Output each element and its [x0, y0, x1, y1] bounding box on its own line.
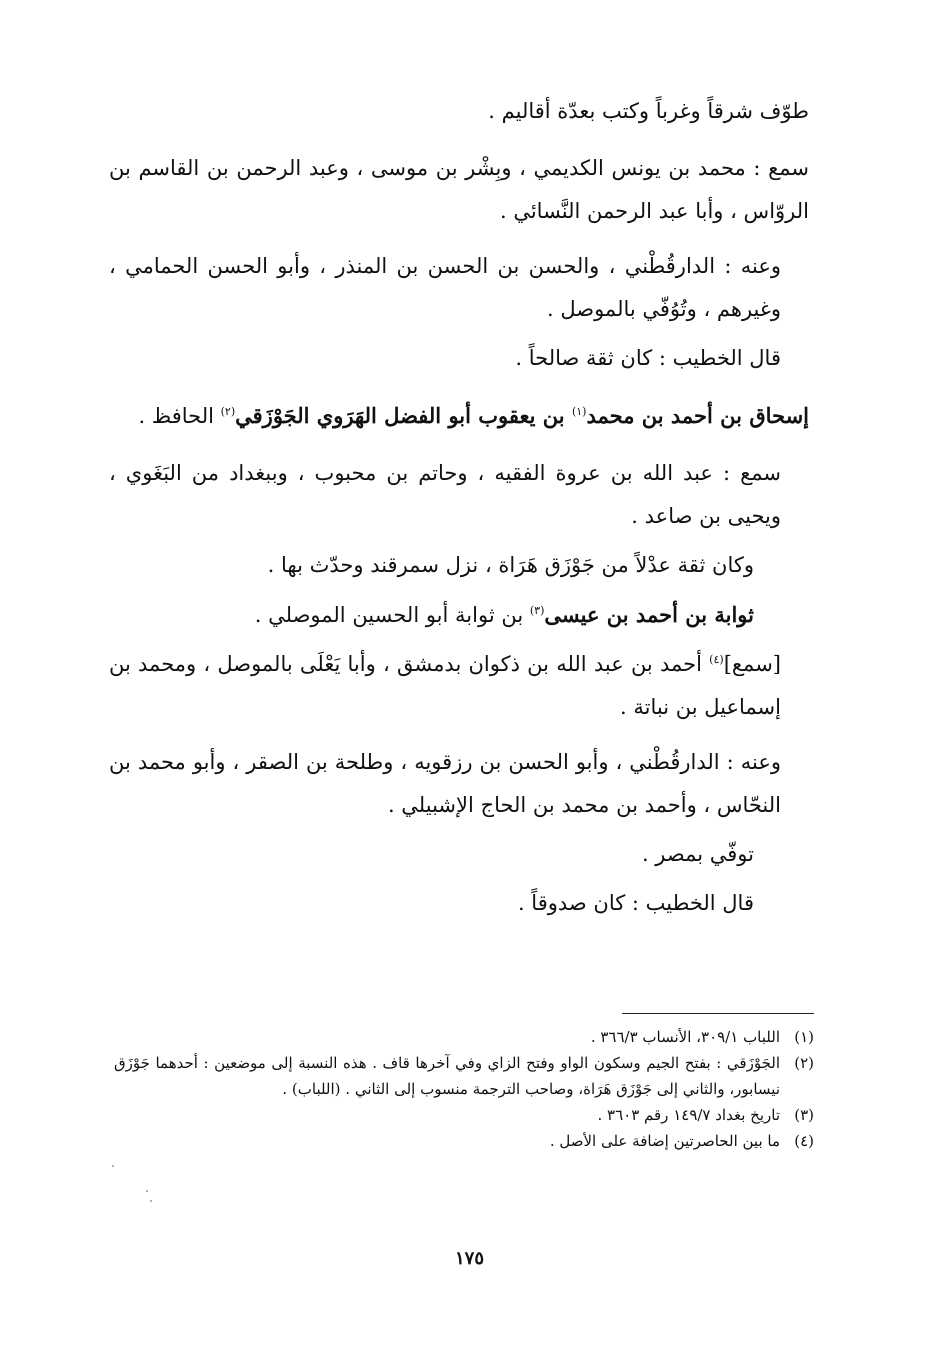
footnote-ref-4: (٤): [709, 653, 724, 666]
entry-thawaba-tail: بن ثوابة أبو الحسين الموصلي .: [254, 603, 530, 627]
footnote-divider: [622, 1013, 814, 1014]
paragraph-9: [109, 643, 809, 729]
entry-ishaq-name: إسحاق بن أحمد بن محمد: [586, 403, 809, 428]
entry-ishaq-tail: الحافظ .: [138, 404, 221, 428]
paragraph-4: قال الخطيب : كان ثقة صالحاً .: [515, 346, 781, 370]
footnote-ref-2: (٢): [220, 405, 236, 418]
paragraph-10: وعنه : الدارقُطْني ، وأبو الحسن بن رزقويه ، وطلحة بن الصقر ، وأبو محمد بن النحّاس ، وأحمد بن محمد بن الحاج الإشبيلي .: [109, 750, 781, 817]
footnote-number: (٣): [794, 1106, 814, 1124]
paragraph-6: سمع : عبد الله بن عروة الفقيه ، وحاتم بن محبوب ، وببغداد من البَغَوي ، ويحيى بن صاعد .: [109, 461, 781, 528]
paragraph-1: طوّف شرقاً وغرباً وكتب بعدّة أقاليم .: [488, 99, 809, 123]
scan-speck: [146, 1190, 148, 1192]
main-text: [109, 90, 809, 925]
paragraph-3: وعنه : الدارقُطْني ، والحسن بن الحسن بن المنذر ، وأبو الحسن الحمامي ، وغيرهم ، وتُوُفّي بالموصل .: [109, 254, 781, 321]
entry-thawaba: [109, 593, 809, 637]
footnotes: [114, 1024, 814, 1154]
footnote-text: ما بين الحاصرتين إضافة على الأصل .: [549, 1132, 780, 1150]
entry-ishaq: [109, 394, 809, 438]
paragraph-11: توفّي بمصر .: [641, 842, 754, 866]
paragraph-12: قال الخطيب : كان صدوقاً .: [517, 891, 754, 915]
footnote-2: [114, 1050, 814, 1102]
footnote-ref-1: (١): [571, 405, 587, 418]
paragraph-9-tail: أحمد بن عبد الله بن ذكوان بدمشق ، وأبا يَعْلَى بالموصل ، ومحمد بن إسماعيل بن نباتة .: [109, 652, 781, 719]
footnote-text: تاريخ بغداد ١٤٩/٧ رقم ٣٦٠٣ .: [597, 1106, 780, 1124]
page-number: ١٧٥: [454, 1248, 484, 1269]
footnote-text: اللباب ٣٠٩/١، الأنساب ٣٦٦/٣ .: [590, 1028, 780, 1046]
entry-ishaq-nisba: بن يعقوب أبو الفضل الهَرَوي الجَوْزَقي: [235, 403, 572, 428]
paragraph-2: سمع : محمد بن يونس الكديمي ، وبِشْر بن موسى ، وعبد الرحمن بن القاسم بن الروّاس ، وأبا عبد الرحمن النَّسائي .: [109, 156, 809, 223]
paragraph-9-head: [سمع]: [723, 652, 781, 676]
entry-thawaba-name: ثوابة بن أحمد بن عيسى: [544, 602, 754, 627]
footnote-1: [114, 1024, 814, 1050]
footnote-ref-3: (٣): [529, 604, 545, 617]
footnote-number: (٢): [794, 1054, 814, 1072]
scan-speck: [150, 1200, 152, 1202]
paragraph-7: وكان ثقة عدْلاً من جَوْزَق هَرَاة ، نزل سمرقند وحدّث بها .: [267, 553, 754, 577]
footnote-4: [114, 1128, 814, 1154]
footnote-text: الجَوْزَقي : بفتح الجيم وسكون الواو وفتح الزاي وفي آخرها قاف . هذه النسبة إلى موضعين : أحدهما جَوْزَق نيسابور، والثاني إلى جَوْزَق هَرَاة، وصاحب الترجمة منسوب إلى الثاني . (اللباب) .: [114, 1054, 780, 1098]
footnote-number: (١): [794, 1028, 814, 1046]
footnote-3: [114, 1102, 814, 1128]
footnote-number: (٤): [794, 1132, 814, 1150]
scan-speck: [112, 1165, 114, 1167]
